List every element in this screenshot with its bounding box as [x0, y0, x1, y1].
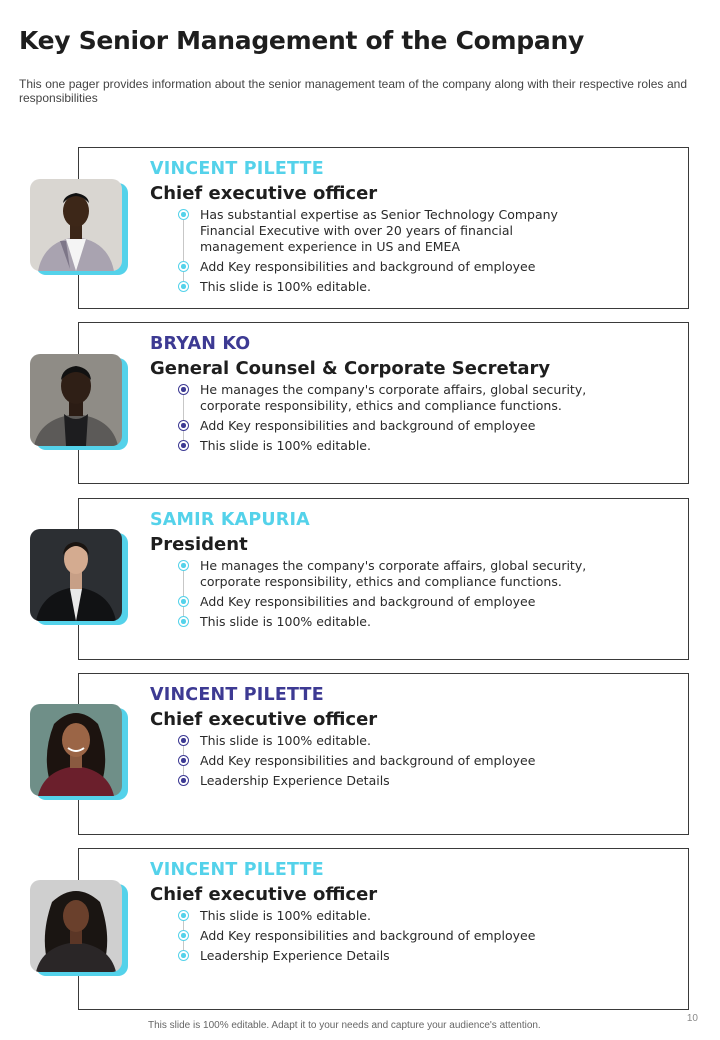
- bullet-item: Has substantial expertise as Senior Technology Company Financial Executive with over 20 years of financial management experience in US and EMEA: [178, 207, 598, 255]
- bullet-dot-icon: [178, 950, 189, 961]
- bullet-item: Add Key responsibilities and background of employee: [178, 259, 598, 275]
- bullet-dot-icon: [178, 930, 189, 941]
- bullet-list: [178, 207, 598, 299]
- bullet-dot-icon: [178, 910, 189, 921]
- bullet-item: This slide is 100% editable.: [178, 279, 598, 295]
- bullet-item: Add Key responsibilities and background of employee: [178, 594, 598, 610]
- bullet-item: This slide is 100% editable.: [178, 733, 598, 749]
- bullet-list: [178, 908, 598, 968]
- member-role: Chief executive officer: [150, 183, 378, 204]
- bullet-item: This slide is 100% editable.: [178, 614, 598, 630]
- bullet-item: He manages the company's corporate affairs, global security, corporate responsibility, ethics and compliance functions.: [178, 558, 598, 590]
- bullet-dot-icon: [178, 775, 189, 786]
- bullet-list: [178, 733, 598, 793]
- bullet-dot-icon: [178, 420, 189, 431]
- bullet-dot-icon: [178, 384, 189, 395]
- bullet-dot-icon: [178, 209, 189, 220]
- bullet-dot-icon: [178, 596, 189, 607]
- page-subtitle: This one pager provides information about the senior management team of the company along with their respective roles and responsibilities: [19, 77, 687, 105]
- bullet-dot-icon: [178, 755, 189, 766]
- bullet-dot-icon: [178, 261, 189, 272]
- bullet-dot-icon: [178, 735, 189, 746]
- bullet-item: This slide is 100% editable.: [178, 908, 598, 924]
- page-number: 10: [686, 1013, 698, 1024]
- member-name: BRYAN KO: [150, 334, 251, 354]
- page-title: Key Senior Management of the Company: [19, 26, 584, 55]
- bullet-item: Leadership Experience Details: [178, 948, 598, 964]
- bullet-dot-icon: [178, 616, 189, 627]
- bullet-dot-icon: [178, 440, 189, 451]
- bullet-item: Leadership Experience Details: [178, 773, 598, 789]
- bullet-item: Add Key responsibilities and background of employee: [178, 928, 598, 944]
- bullet-item: Add Key responsibilities and background of employee: [178, 418, 598, 434]
- bullet-list: [178, 382, 598, 458]
- member-name: VINCENT PILETTE: [150, 685, 324, 705]
- bullet-item: He manages the company's corporate affairs, global security, corporate responsibility, ethics and compliance functions.: [178, 382, 598, 414]
- member-role: Chief executive officer: [150, 884, 378, 905]
- bullet-list: [178, 558, 598, 634]
- footer-note: This slide is 100% editable. Adapt it to your needs and capture your audience's attention.: [148, 1020, 541, 1031]
- bullet-dot-icon: [178, 281, 189, 292]
- member-name: SAMIR KAPURIA: [150, 510, 310, 530]
- bullet-dot-icon: [178, 560, 189, 571]
- member-name: VINCENT PILETTE: [150, 860, 324, 880]
- bullet-item: Add Key responsibilities and background of employee: [178, 753, 598, 769]
- member-role: President: [150, 534, 248, 555]
- member-role: Chief executive officer: [150, 709, 378, 730]
- member-name: VINCENT PILETTE: [150, 159, 324, 179]
- member-role: General Counsel & Corporate Secretary: [150, 358, 551, 379]
- bullet-item: This slide is 100% editable.: [178, 438, 598, 454]
